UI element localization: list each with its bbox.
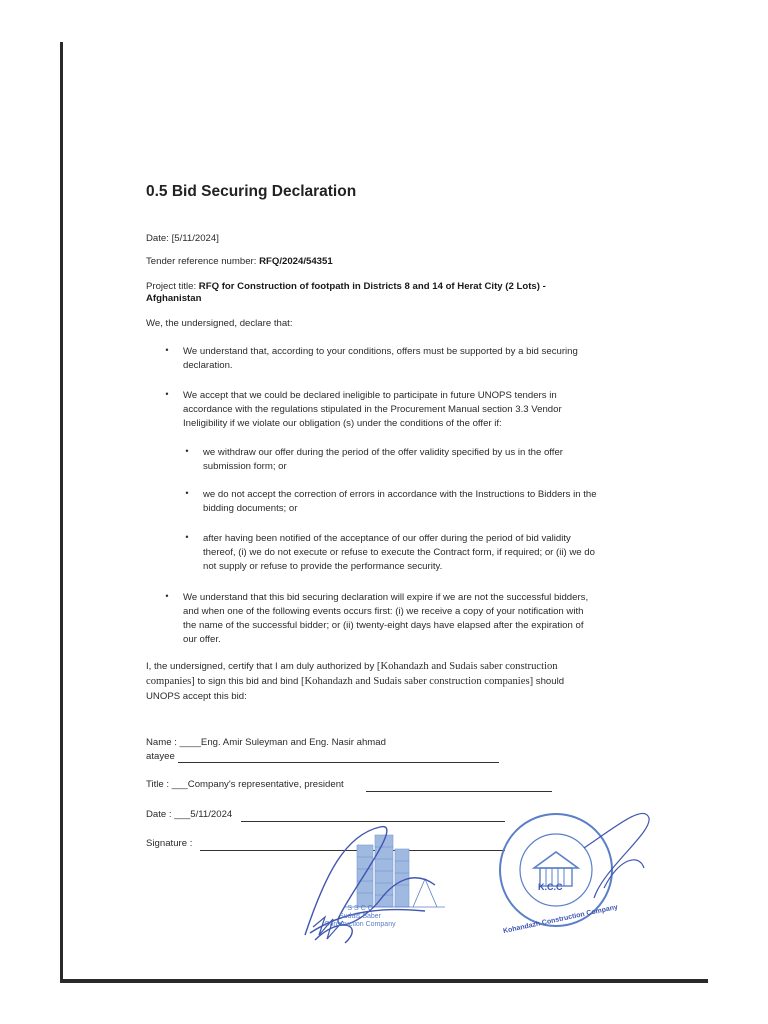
page-edge-bottom	[60, 979, 708, 983]
date-field: Date : ___5/11/2024	[146, 809, 233, 820]
sub-bullet-3-line: after having been notified of the acceptance of our offer during the period of bid validity	[203, 533, 571, 544]
sudais-stamp	[285, 815, 475, 955]
project-title-line-1	[146, 280, 546, 293]
stamp-left-text	[285, 905, 435, 929]
bullet-1-line: We understand that, according to your conditions, offers must be supported by a bid securing	[183, 346, 578, 357]
date-line: Date: [5/11/2024]	[146, 233, 219, 244]
bullet-3-line: the name of the successful bidder; or (ii) twenty-eight days have elapsed after the expiration of	[183, 620, 584, 631]
tender-reference	[146, 255, 333, 268]
company-name: companies]	[146, 676, 195, 687]
sub-bullet-3	[203, 532, 595, 574]
certification-paragraph	[146, 659, 564, 704]
stamp-left-line: Sudais Saber	[338, 913, 382, 920]
stamp-right-center: K.C.C	[538, 882, 563, 892]
company-name: [Kohandazh and Sudais saber construction companies]	[300, 676, 534, 687]
bullet-1-line: declaration.	[183, 360, 233, 371]
signature-label: Signature :	[146, 838, 193, 849]
tender-value: RFQ/2024/54351	[259, 256, 333, 267]
sub-bullet-1-line: we withdraw our offer during the period of the offer validity specified by us in the offer	[203, 447, 563, 458]
cert-text: to sign this bid and bind	[194, 676, 301, 687]
stamp-left-line: S S C C	[347, 905, 373, 912]
title-field: Title : ___Company's representative, president	[146, 779, 344, 790]
name-field: Name : ____Eng. Amir Suleyman and Eng. Nasir ahmad	[146, 737, 386, 748]
bullet-2-line: We accept that we could be declared ineligible to participate in future UNOPS tenders in	[183, 390, 557, 401]
document-title: 0.5 Bid Securing Declaration	[146, 183, 357, 200]
title-underline	[366, 791, 552, 792]
certification-line-1	[146, 659, 564, 674]
building-logo-icon	[285, 815, 475, 955]
sub-bullet-2	[203, 488, 597, 516]
bullet-dot: •	[165, 345, 169, 355]
cert-text: should	[533, 676, 565, 687]
cert-text: I, the undersigned, certify that I am duly authorized by	[146, 661, 377, 672]
name-field-continued: atayee	[146, 751, 175, 762]
sub-bullet-dot: •	[185, 446, 189, 456]
bullet-3-line: We understand that this bid securing declaration will expire if we are not the successful bidders,	[183, 592, 589, 603]
sub-bullet-dot: •	[185, 488, 189, 498]
project-title-line-2: Afghanistan	[146, 293, 202, 304]
sub-bullet-2-line: we do not accept the correction of errors in accordance with the Instructions to Bidders in the	[203, 489, 597, 500]
intro-text: We, the undersigned, declare that:	[146, 318, 293, 329]
sub-bullet-2-line: bidding documents; or	[203, 503, 298, 514]
bullet-2	[183, 389, 562, 431]
tender-label: Tender reference number:	[146, 256, 260, 267]
bullet-dot: •	[165, 389, 169, 399]
sub-bullet-3-line: thereof, (i) we do not execute or refuse to execute the Contract form, if required; or (ii) we do	[203, 547, 595, 558]
sub-bullet-1	[203, 446, 563, 474]
bullet-3-line: and when one of the following events occurs first: (i) we receive a copy of your notification with	[183, 606, 584, 617]
page-edge-left	[60, 42, 63, 982]
name-underline	[178, 762, 499, 763]
project-label: Project title:	[146, 281, 199, 292]
project-value: RFQ for Construction of footpath in Districts 8 and 14 of Herat City (2 Lots) -	[198, 281, 546, 292]
bullet-3	[183, 591, 588, 647]
stamp-right-arc: Kohandazh Construction Company	[502, 903, 619, 936]
sub-bullet-3-line: not supply or refuse to provide the performance security.	[203, 561, 443, 572]
bullet-2-line: accordance with the regulations stipulated in the Procurement Manual section 3.3 Vendor	[183, 404, 562, 415]
bullet-dot: •	[165, 591, 169, 601]
bullet-1	[183, 345, 578, 373]
bullet-3-line: our offer.	[183, 634, 221, 645]
sub-bullet-dot: •	[185, 532, 189, 542]
certification-line-2	[146, 674, 564, 689]
kohandazh-stamp	[494, 808, 654, 938]
stamp-left-line: Construction Company	[324, 921, 396, 928]
bullet-2-line: Ineligibility if we violate our obligation (s) under the conditions of the offer if:	[183, 418, 502, 429]
sub-bullet-1-line: submission form; or	[203, 461, 287, 472]
certification-line-3: UNOPS accept this bid:	[146, 691, 247, 702]
company-name: [Kohandazh and Sudais saber construction	[376, 661, 558, 672]
